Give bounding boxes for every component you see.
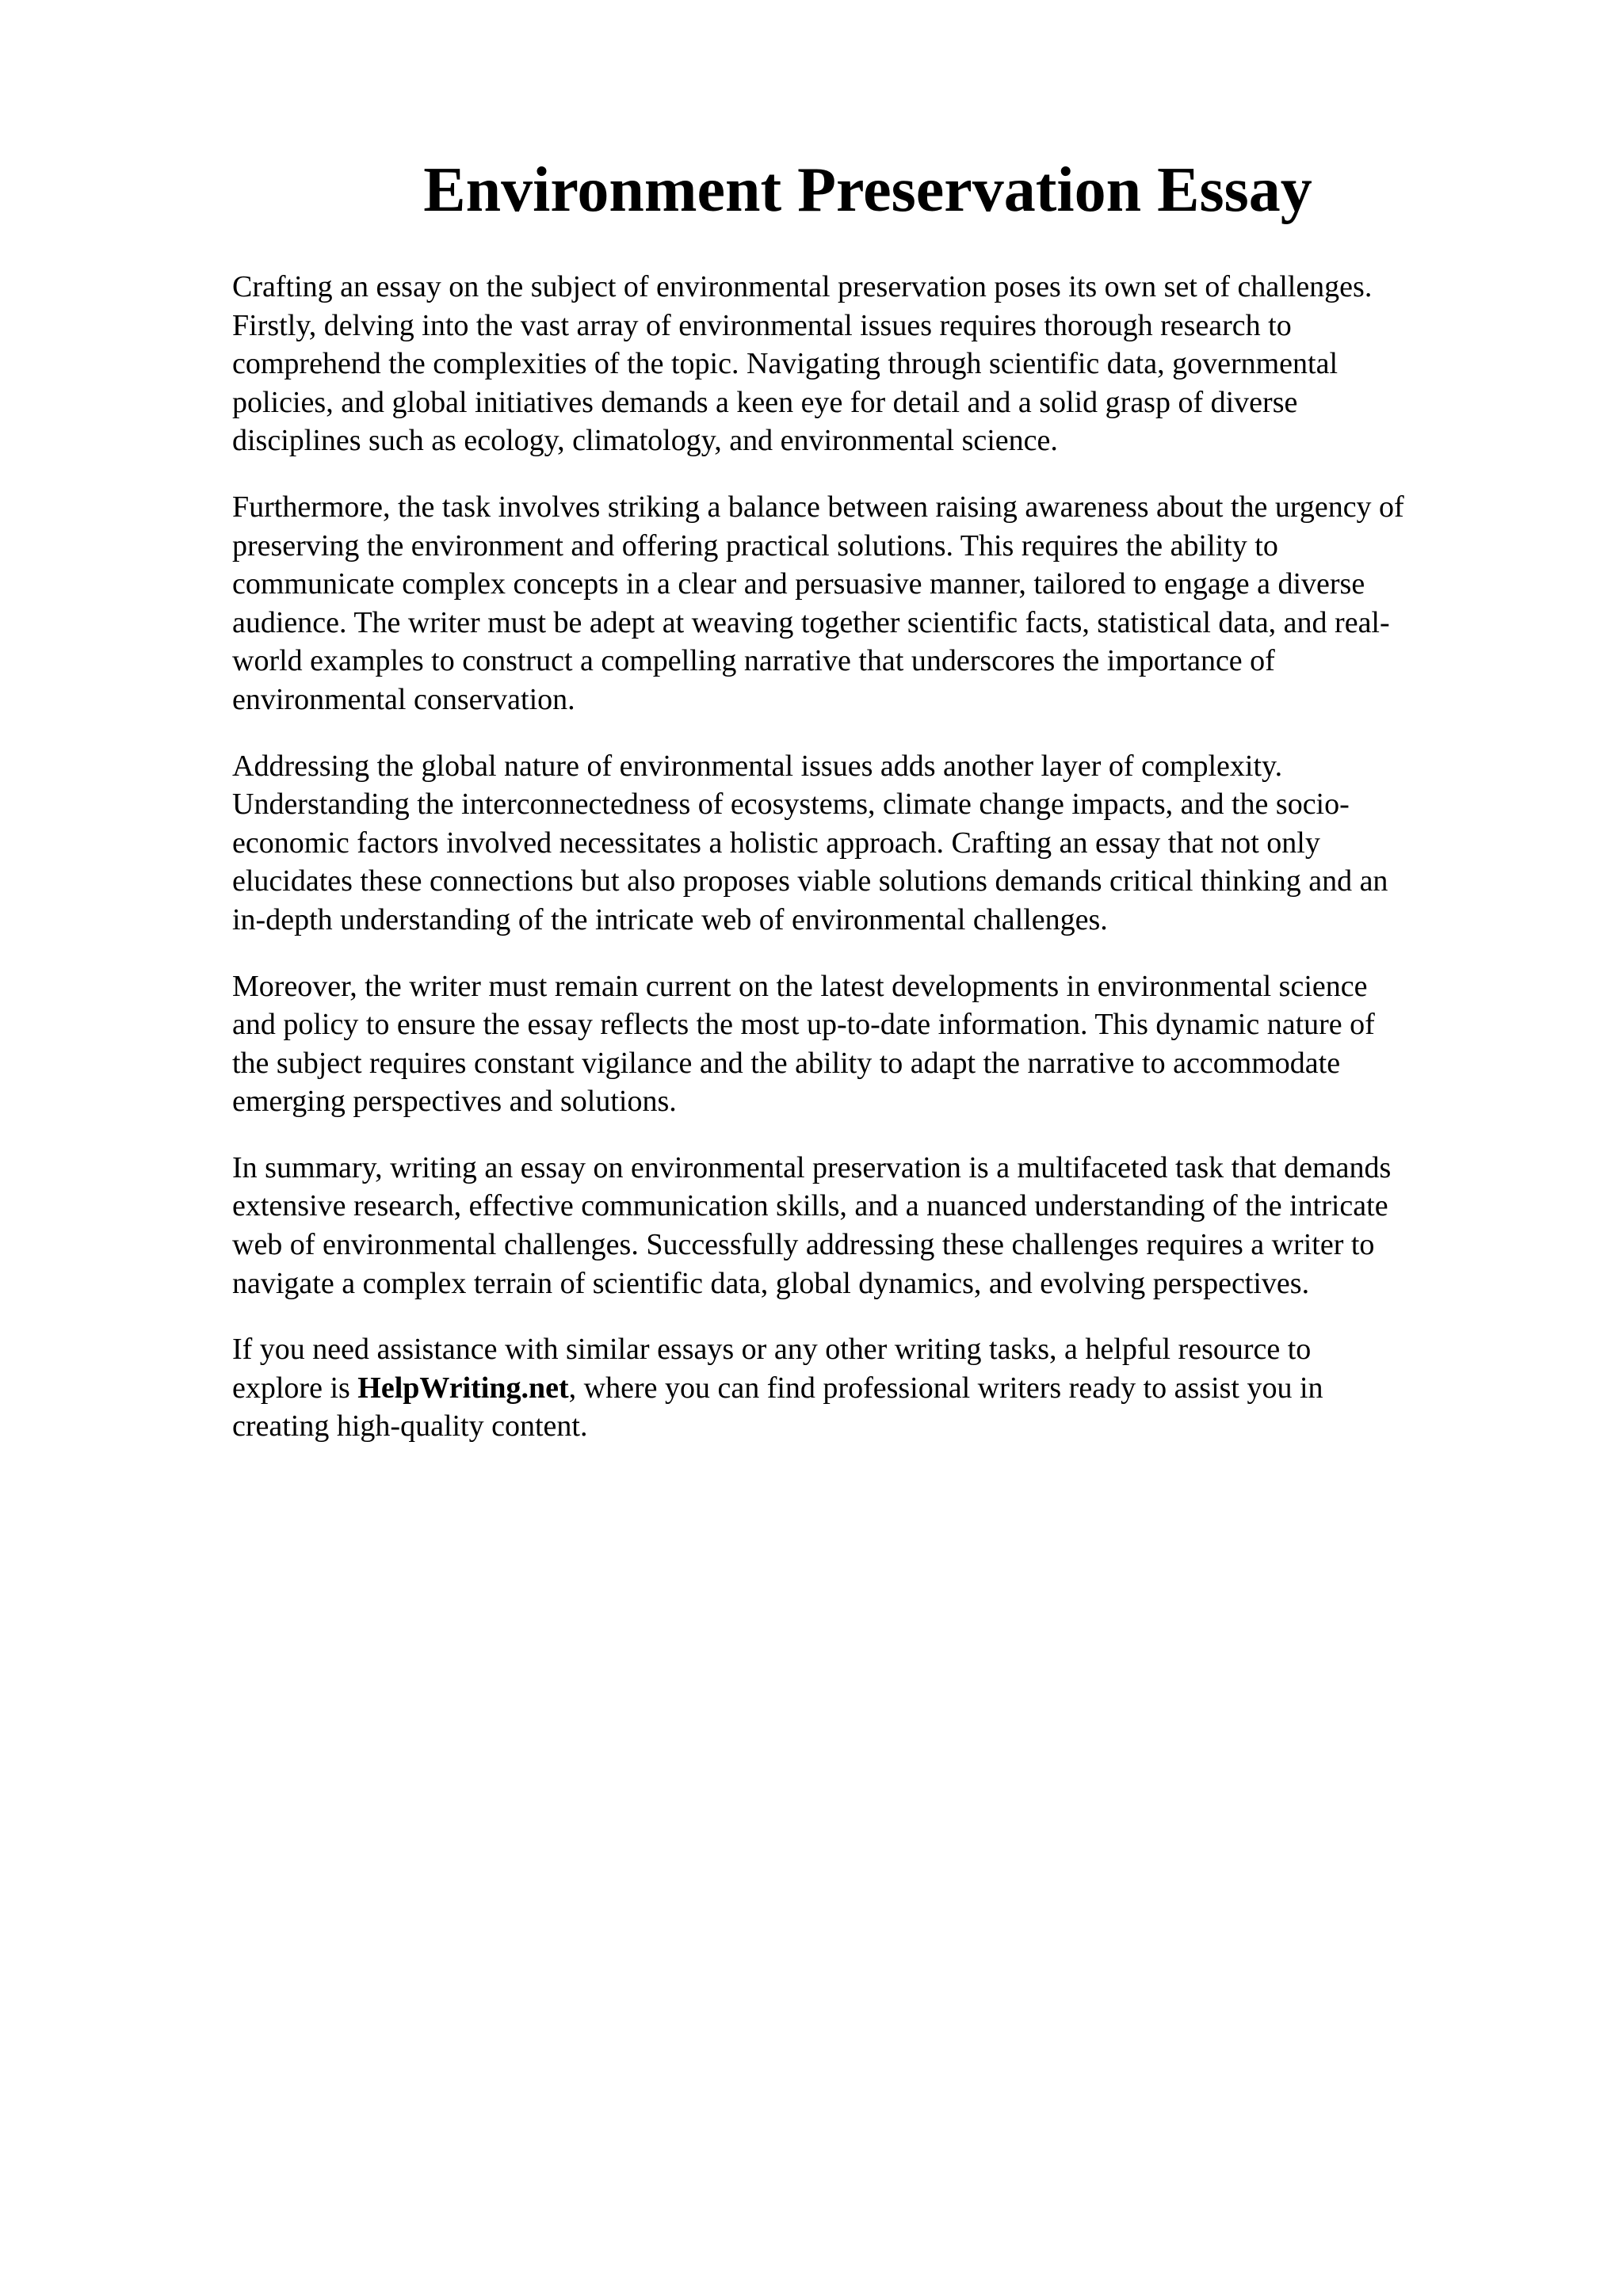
document-body — [232, 268, 1528, 1474]
paragraph-line: preserving the environment and offering practical solutions. This requires the ability to — [232, 528, 1278, 563]
paragraph-line: Moreover, the writer must remain current on the latest developments in environmental science — [232, 969, 1368, 1003]
paragraph-line: Addressing the global nature of environmental issues adds another layer of complexity. — [232, 749, 1283, 783]
paragraph-line: in-depth understanding of the intricate web of environmental challenges. — [232, 902, 1108, 936]
paragraph-line: audience. The writer must be adept at weaving together scientific facts, statistical data, and real- — [232, 605, 1390, 639]
paragraph-1 — [232, 268, 1528, 460]
paragraph-line: In summary, writing an essay on environmental preservation is a multifaceted task that demands — [232, 1150, 1392, 1184]
closing-text-after-link: , where you can find professional writers ready to assist you in — [568, 1371, 1323, 1405]
helpwriting-link[interactable]: HelpWriting.net — [357, 1371, 569, 1405]
closing-paragraph — [232, 1330, 1528, 1446]
paragraph-line: creating high-quality content. — [232, 1409, 588, 1444]
paragraph-line: elucidates these connections but also proposes viable solutions demands critical thinking and an — [232, 864, 1388, 898]
document-title: Environment Preservation Essay — [423, 155, 1312, 225]
paragraph-line: Firstly, delving into the vast array of environmental issues requires thorough research to — [232, 308, 1292, 342]
paragraph-line: economic factors involved necessitates a holistic approach. Crafting an essay that not only — [232, 826, 1320, 860]
paragraph-line: communicate complex concepts in a clear and persuasive manner, tailored to engage a diverse — [232, 567, 1365, 601]
paragraph-line: Furthermore, the task involves striking a balance between raising awareness about the urgency of — [232, 490, 1404, 524]
paragraph-line — [232, 1369, 1528, 1408]
paragraph-line: emerging perspectives and solutions. — [232, 1085, 677, 1119]
paragraph-line: web of environmental challenges. Successfully addressing these challenges requires a writer to — [232, 1228, 1375, 1262]
paragraph-line: environmental conservation. — [232, 682, 575, 716]
paragraph-line: Crafting an essay on the subject of environmental preservation poses its own set of challenges. — [232, 270, 1373, 303]
paragraph-line: If you need assistance with similar essays or any other writing tasks, a helpful resource to — [232, 1333, 1312, 1367]
paragraph-5 — [232, 1149, 1528, 1302]
paragraph-line: disciplines such as ecology, climatology, and environmental science. — [232, 424, 1058, 458]
paragraph-line: the subject requires constant vigilance and the ability to adapt the narrative to accommodate — [232, 1046, 1341, 1080]
paragraph-line: comprehend the complexities of the topic. Navigating through scientific data, governmental — [232, 347, 1338, 381]
paragraph-line: and policy to ensure the essay reflects the most up-to-date information. This dynamic nature of — [232, 1008, 1375, 1042]
paragraph-line: Understanding the interconnectedness of ecosystems, climate change impacts, and the socio- — [232, 788, 1350, 822]
paragraph-3 — [232, 747, 1528, 940]
paragraph-line: policies, and global initiatives demands a keen eye for detail and a solid grasp of diverse — [232, 385, 1298, 419]
paragraph-4 — [232, 967, 1528, 1121]
paragraph-2 — [232, 488, 1528, 719]
closing-text-before-link: explore is — [232, 1371, 358, 1405]
paragraph-line: extensive research, effective communication skills, and a nuanced understanding of the intricate — [232, 1189, 1388, 1223]
paragraph-line: world examples to construct a compelling narrative that underscores the importance of — [232, 644, 1275, 678]
paragraph-line: navigate a complex terrain of scientific data, global dynamics, and evolving perspectives. — [232, 1266, 1310, 1300]
